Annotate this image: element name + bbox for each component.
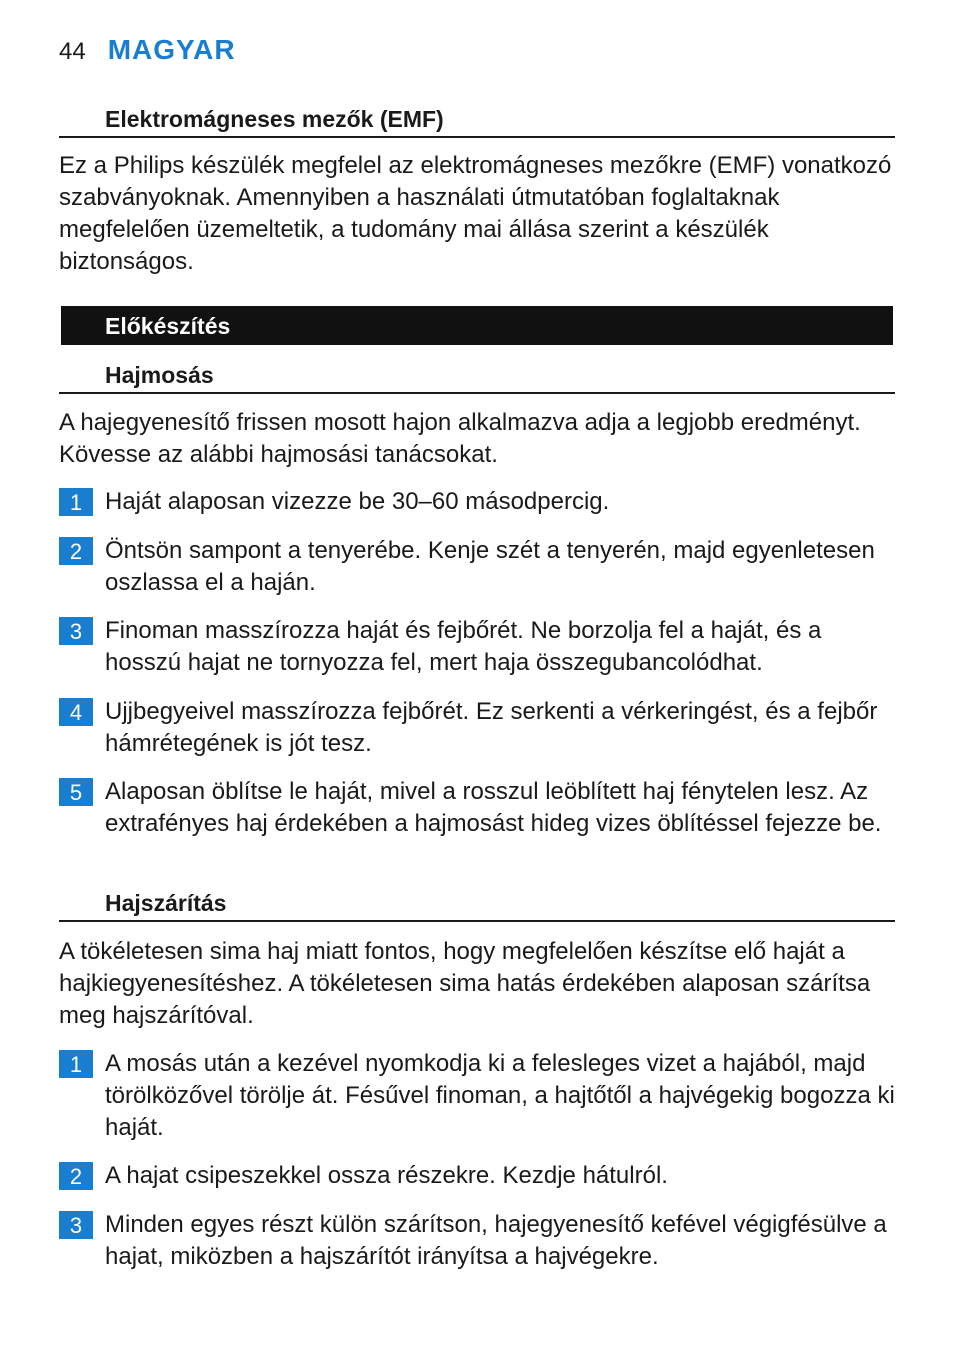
washing-step: [59, 535, 899, 599]
step-number-badge: 5: [59, 778, 93, 806]
washing-step: [59, 615, 899, 679]
emf-heading: Elektromágneses mezők (EMF): [59, 106, 895, 138]
step-text: Haját alaposan vizezze be 30–60 másodpercig.: [105, 488, 610, 515]
section-title-preparation: Előkészítés: [61, 306, 893, 345]
page-number: 44: [59, 38, 86, 65]
emf-text: Ez a Philips készülék megfelel az elektromágneses mezőkre (EMF) vonatkozó szabványoknak. Amennyiben a használati útmutatóban foglaltaknak megfelelően üzemeltetik, a tudomány mai állása szerint a készülék biztonságos.: [59, 152, 892, 275]
washing-step: [59, 776, 899, 840]
drying-step: [59, 1209, 899, 1273]
step-text: Finoman masszírozza haját és fejbőrét. Ne borzolja fel a haját, és a hosszú hajat ne tornyozza fel, mert haja összegubancolódhat.: [105, 617, 822, 676]
page-header: [59, 34, 236, 74]
step-text: Ujjbegyeivel masszírozza fejbőrét. Ez serkenti a vérkeringést, és a fejbőr hámrétegének is jót tesz.: [105, 698, 878, 757]
step-number-badge: 4: [59, 698, 93, 726]
step-number-badge: 1: [59, 1050, 93, 1078]
washing-heading: Hajmosás: [59, 362, 895, 394]
washing-step: [59, 696, 899, 760]
step-text: A hajat csipeszekkel ossza részekre. Kezdje hátulról.: [105, 1162, 668, 1189]
drying-step: [59, 1048, 899, 1144]
step-text: Alaposan öblítse le haját, mivel a rosszul leöblített haj fénytelen lesz. Az extrafényes haj érdekében a hajmosást hideg vizes öblítéssel fejezze be.: [105, 778, 882, 837]
washing-intro: A hajegyenesítő frissen mosott hajon alkalmazva adja a legjobb eredményt. Kövesse az alábbi hajmosási tanácsokat.: [59, 409, 861, 468]
step-number-badge: 2: [59, 537, 93, 565]
step-number-badge: 3: [59, 1211, 93, 1239]
washing-step: [59, 486, 899, 518]
drying-step: [59, 1160, 899, 1192]
step-text: Öntsön sampont a tenyerébe. Kenje szét a tenyerén, majd egyenletesen oszlassa el a haján.: [105, 537, 875, 596]
step-text: A mosás után a kezével nyomkodja ki a felesleges vizet a hajából, majd törölközővel törölje át. Fésűvel finoman, a hajtőtől a hajvégekig bogozza ki haját.: [105, 1050, 895, 1141]
step-number-badge: 1: [59, 488, 93, 516]
drying-intro: A tökéletesen sima haj miatt fontos, hogy megfelelően készítse elő haját a hajkiegyenesítéshez. A tökéletesen sima hatás érdekében alaposan szárítsa meg hajszárítóval.: [59, 938, 871, 1029]
step-text: Minden egyes részt külön szárítson, hajegyenesítő kefével végigfésülve a hajat, miközben a hajszárítót irányítsa a hajvégekre.: [105, 1211, 887, 1270]
step-number-badge: 2: [59, 1162, 93, 1190]
step-number-badge: 3: [59, 617, 93, 645]
drying-heading: Hajszárítás: [59, 890, 895, 922]
language-title: MAGYAR: [107, 34, 236, 65]
